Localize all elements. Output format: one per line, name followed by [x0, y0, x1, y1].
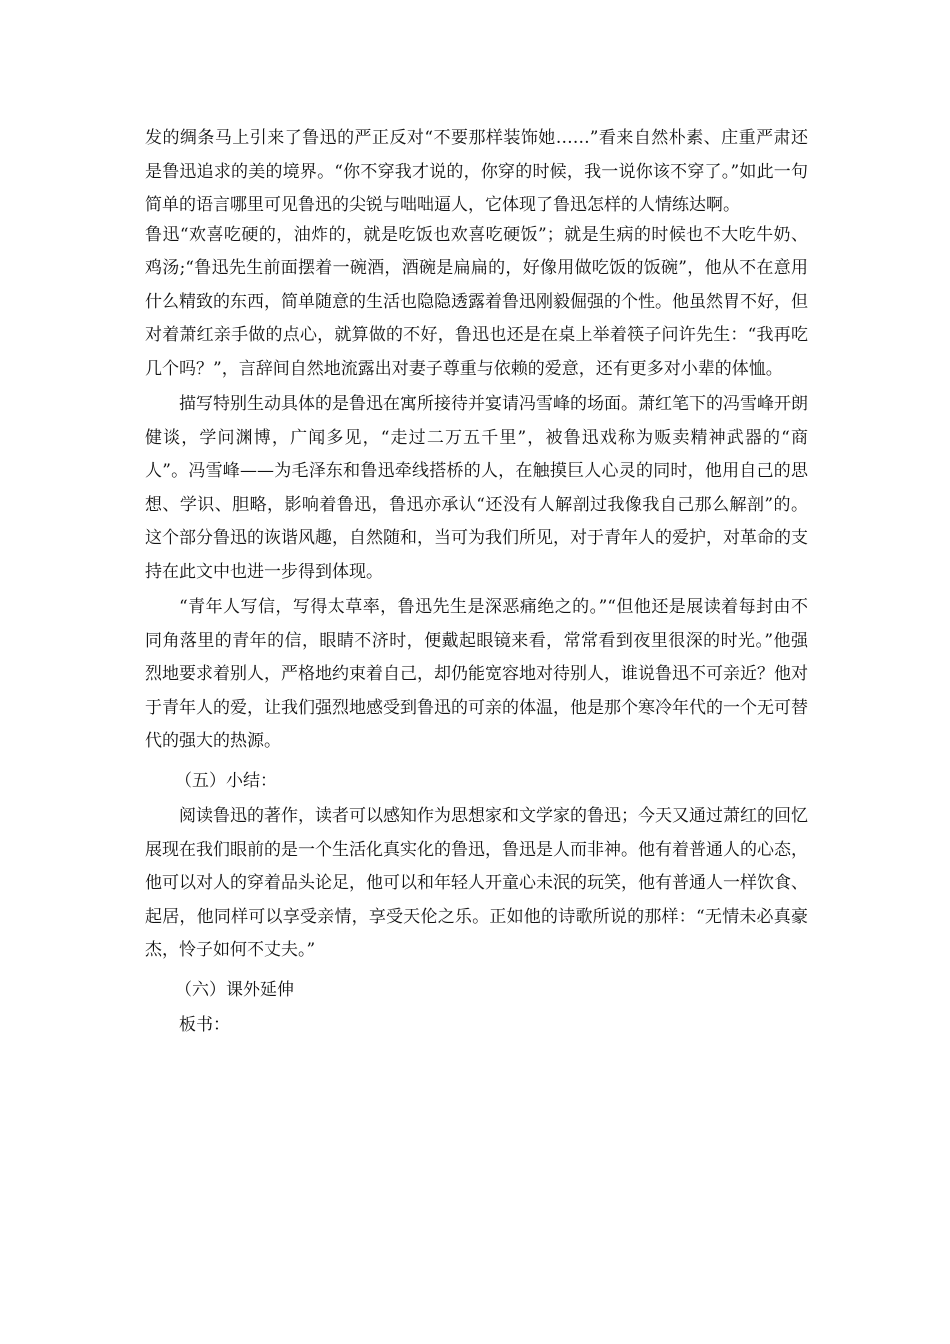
paragraph-blackboard: 板书：	[179, 1015, 230, 1035]
paragraph-summary: 阅读鲁迅的著作，读者可以感知作为思想家和文学家的鲁迅；今天又通过萧红的回忆展现在我们眼前的是一个生活化真实化的鲁迅，鲁迅是人而非神。他有着普通人的心态，他可以对人的穿着品头论足，他可以和年轻人开童心未泯的玩笑，他有普通人一样饮食、起居，他同样可以享受亲情，享受天伦之乐。正如他的诗歌所说的那样：“无情未必真豪杰，怜子如何不丈夫。”	[145, 806, 808, 960]
paragraph-youth-letters: “青年人写信，写得太草率，鲁迅先生是深恶痛绝之的。”“但他还是展读着每封由不同角落里的青年的信，眼睛不济时，便戴起眼镜来看，常常看到夜里很深的时光。”他强烈地要求着别人，严格地约束着自己，却仍能宽容地对待别人，谁说鲁迅不可亲近？他对于青年人的爱，让我们强烈地感受到鲁迅的可亲的体温，他是那个寒冷年代的一个无可替代的强大的热源。	[145, 597, 808, 751]
paragraph-feng-xuefeng: 描写特别生动具体的是鲁迅在寓所接待并宴请冯雪峰的场面。萧红笔下的冯雪峰开朗健谈，学问渊博，广闻多见，“走过二万五千里”，被鲁迅戏称为贩卖精神武器的“商人”。冯雪峰——为毛泽东和鲁迅牵线搭桥的人，在触摸巨人心灵的同时，他用自己的思想、学识、胆略，影响着鲁迅，鲁迅亦承认“还没有人解剖过我像我自己那么解剖”的。这个部分鲁迅的诙谐风趣，自然随和，当可为我们所见，对于青年人的爱护，对革命的支持在此文中也进一步得到体现。	[145, 394, 808, 582]
section-heading-summary: （五）小结：	[175, 770, 277, 791]
paragraph-silk-ribbon: 发的绸条马上引来了鲁迅的严正反对“不要那样装饰她……”看来自然朴素、庄重严肃还是鲁迅追求的美的境界。“你不穿我才说的，你穿的时候，我一说你该不穿了。”如此一句简单的语言哪里可见鲁迅的尖锐与咄咄逼人，它体现了鲁迅怎样的人情练达啊。	[145, 128, 808, 215]
paragraph-food-habits: 鲁迅“欢喜吃硬的，油炸的，就是吃饭也欢喜吃硬饭”；就是生病的时候也不大吃牛奶、鸡汤;“鲁迅先生前面摆着一碗酒，酒碗是扁扁的，好像用做吃饭的饭碗”，他从不在意用什么精致的东西，简单随意的生活也隐隐透露着鲁迅刚毅倔强的个性。他虽然胃不好，但对着萧红亲手做的点心，就算做的不好，鲁迅也还是在桌上举着筷子问许先生：“我再吃几个吗？”，言辞间自然地流露出对妻子尊重与依赖的爱意，还有更多对小辈的体恤。	[145, 224, 808, 379]
document-body	[145, 122, 808, 1043]
section-heading-extension: （六）课外延伸	[175, 979, 294, 1000]
